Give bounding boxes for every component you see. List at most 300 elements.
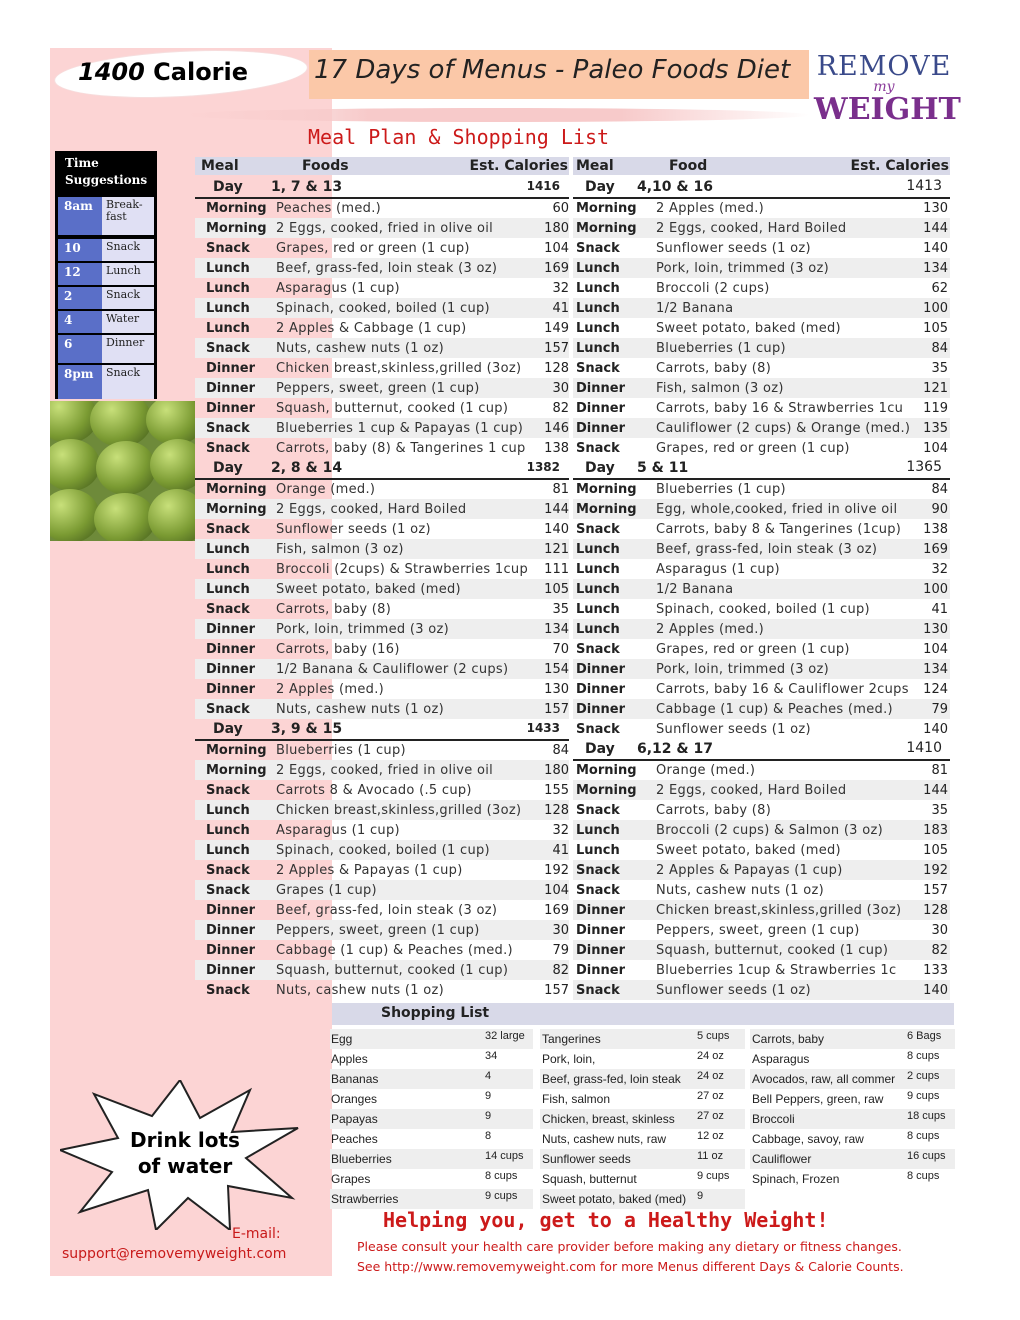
meal-type: Snack (206, 702, 250, 717)
page-title: 17 Days of Menus - Paleo Foods Diet (314, 55, 791, 85)
meal-type: Snack (206, 441, 250, 456)
calories: 140 (923, 983, 948, 998)
calories: 157 (923, 883, 948, 898)
meal-type: Dinner (206, 622, 255, 637)
time-cell: 4 (58, 311, 102, 333)
menu-row (195, 278, 569, 298)
menu-row (573, 699, 950, 719)
calories: 82 (552, 963, 569, 978)
calories: 30 (552, 923, 569, 938)
calorie-title: 1400 Calorie (78, 58, 249, 86)
day-total: 1365 (906, 459, 942, 475)
footer-website-note[interactable]: See http://www.removemyweight.com for more Menus different Days & Calorie Counts. (357, 1259, 904, 1274)
meal-type: Lunch (576, 622, 620, 637)
meal-type: Snack (576, 722, 620, 737)
meal-type: Snack (206, 863, 250, 878)
shopping-item: Grapes (331, 1172, 371, 1186)
calories: 130 (923, 622, 948, 637)
calories: 81 (552, 482, 569, 497)
meal-type: Lunch (206, 542, 250, 557)
shopping-quantity: 2 cups (907, 1070, 940, 1082)
meal-type: Morning (206, 221, 267, 236)
day-total: 1416 (526, 179, 560, 193)
water-reminder: Drink lots of water (130, 1128, 240, 1178)
menu-row (195, 198, 569, 218)
meal-type: Lunch (576, 301, 620, 316)
shopping-item: Cabbage, savoy, raw (752, 1132, 864, 1146)
food-item: Asparagus (1 cup) (276, 823, 400, 838)
food-item: Grapes (1 cup) (276, 883, 377, 898)
meal-type: Snack (576, 441, 620, 456)
meal-type: Dinner (206, 642, 255, 657)
menu-row (573, 980, 950, 1000)
day-header-row (195, 719, 569, 741)
shopping-quantity: 9 (485, 1110, 492, 1122)
calories: 157 (544, 702, 569, 717)
shopping-item: Tangerines (542, 1032, 601, 1046)
calories: 35 (931, 803, 948, 818)
food-item: Carrots 8 & Avocado (.5 cup) (276, 783, 472, 798)
food-item: 2 Eggs, cooked, fried in olive oil (276, 763, 494, 778)
calories: 35 (931, 361, 948, 376)
food-item: 1/2 Banana & Cauliflower (2 cups) (276, 662, 509, 677)
meal-type: Lunch (206, 582, 250, 597)
menu-row (573, 499, 950, 519)
food-item: Spinach, cooked, boiled (1 cup) (276, 301, 490, 316)
shopping-item: Sunflower seeds (542, 1152, 631, 1166)
menu-row (573, 418, 950, 438)
time-cell: 8am (58, 197, 102, 235)
menu-row (195, 599, 569, 619)
food-item: Asparagus (1 cup) (276, 281, 400, 296)
meal-type: Lunch (206, 823, 250, 838)
meal-type: Morning (576, 221, 637, 236)
menu-row (195, 318, 569, 338)
menu-row (195, 298, 569, 318)
calories: 32 (552, 281, 569, 296)
header-calories: Est. Calories (850, 158, 949, 174)
calories: 192 (923, 863, 948, 878)
menu-row (195, 619, 569, 639)
shopping-item: Apples (331, 1052, 368, 1066)
meal-type: Snack (206, 241, 250, 256)
calories: 138 (544, 441, 569, 456)
food-item: Carrots, baby 8 & Tangerines (1cup) (656, 522, 902, 537)
day-numbers: 1, 7 & 13 (271, 179, 343, 195)
food-item: Spinach, cooked, boiled (1 cup) (276, 843, 490, 858)
email-label: E-mail: (232, 1226, 281, 1242)
calories: 130 (544, 682, 569, 697)
food-item: Squash, butternut, cooked (1 cup) (276, 963, 509, 978)
time-row (58, 311, 154, 333)
calories: 70 (552, 642, 569, 657)
meal-type: Dinner (206, 401, 255, 416)
calories: 134 (923, 261, 948, 276)
meal-type: Snack (576, 803, 620, 818)
meal-type: Dinner (206, 381, 255, 396)
calories: 146 (544, 421, 569, 436)
meal-type: Morning (206, 743, 267, 758)
menu-row (195, 238, 569, 258)
menu-row (195, 980, 569, 1000)
food-item: Squash, butternut, cooked (1 cup) (656, 943, 889, 958)
food-item: Sweet potato, baked (med) (656, 843, 841, 858)
shopping-quantity: 24 oz (697, 1050, 724, 1062)
calories: 144 (923, 783, 948, 798)
calories: 79 (552, 943, 569, 958)
calories: 41 (552, 301, 569, 316)
header-meal: Meal (576, 158, 614, 174)
menu-row (195, 659, 569, 679)
food-item: Sunflower seeds (1 oz) (656, 722, 811, 737)
food-item: Cauliflower (2 cups) & Orange (med.) (656, 421, 911, 436)
time-row (58, 335, 154, 363)
food-item: Broccoli (2cups) & Strawberries 1cup (276, 562, 528, 577)
meal-type: Dinner (576, 943, 625, 958)
food-item: Blueberries 1 cup & Papayas (1 cup) (276, 421, 524, 436)
food-item: Peppers, sweet, green (1 cup) (276, 923, 480, 938)
calories: 32 (931, 562, 948, 577)
food-item: Nuts, cashew nuts (1 oz) (656, 883, 824, 898)
food-item: Pork, loin, trimmed (3 oz) (656, 662, 830, 677)
shopping-quantity: 4 (485, 1070, 492, 1082)
shopping-quantity: 34 (485, 1050, 498, 1062)
food-item: Cabbage (1 cup) & Peaches (med.) (276, 943, 513, 958)
food-item: Peppers, sweet, green (1 cup) (276, 381, 480, 396)
calories: 128 (544, 803, 569, 818)
day-label: Day (585, 460, 615, 476)
meal-type: Dinner (576, 682, 625, 697)
meal-type: Lunch (576, 843, 620, 858)
menu-row (573, 900, 950, 920)
day-header-row (195, 177, 569, 199)
menu-row (573, 719, 950, 739)
food-item: Carrots, baby (8) & Tangerines 1 cup (276, 441, 526, 456)
menu-row (573, 800, 950, 820)
meal-type: Dinner (576, 662, 625, 677)
food-item: Asparagus (1 cup) (656, 562, 780, 577)
food-item: Broccoli (2 cups) & Salmon (3 oz) (656, 823, 883, 838)
calories: 32 (552, 823, 569, 838)
menu-row (573, 860, 950, 880)
meal-type: Lunch (206, 261, 250, 276)
meal-type: Lunch (576, 602, 620, 617)
menu-row (195, 880, 569, 900)
column-header (195, 157, 569, 175)
menu-row (195, 699, 569, 719)
food-item: Peaches (med.) (276, 201, 382, 216)
calories: 30 (931, 923, 948, 938)
shopping-item: Strawberries (331, 1192, 399, 1206)
calories: 90 (931, 502, 948, 517)
meal-type: Dinner (576, 963, 625, 978)
meal-type: Lunch (206, 281, 250, 296)
time-row (58, 239, 154, 261)
meal-type: Dinner (576, 381, 625, 396)
menu-row (573, 198, 950, 218)
meal-type: Lunch (576, 261, 620, 276)
shopping-quantity: 27 oz (697, 1090, 724, 1102)
menu-row (573, 278, 950, 298)
calories: 149 (544, 321, 569, 336)
food-item: Beef, grass-fed, loin steak (3 oz) (656, 542, 878, 557)
day-total: 1413 (906, 178, 942, 194)
calories: 169 (544, 261, 569, 276)
food-item: Beef, grass-fed, loin steak (3 oz) (276, 261, 498, 276)
food-item: Egg, whole,cooked, fried in olive oil (656, 502, 898, 517)
menu-row (573, 679, 950, 699)
calories: 84 (931, 341, 948, 356)
shopping-item: Pork, loin, (542, 1052, 596, 1066)
meal-type: Snack (206, 602, 250, 617)
shopping-item: Fish, salmon (542, 1092, 611, 1106)
food-item: 1/2 Banana (656, 582, 734, 597)
calories: 82 (931, 943, 948, 958)
shopping-quantity: 6 Bags (907, 1030, 942, 1042)
shopping-item: Oranges (331, 1092, 378, 1106)
time-cell: 6 (58, 335, 102, 363)
calories: 140 (923, 722, 948, 737)
food-item: Carrots, baby 16 & Cauliflower 2cups (656, 682, 909, 697)
time-row (58, 197, 154, 235)
food-item: Chicken breast,skinless,grilled (3oz) (276, 361, 522, 376)
shopping-quantity: 9 cups (485, 1190, 518, 1202)
meal-type: Lunch (206, 301, 250, 316)
day-label: Day (213, 460, 243, 476)
meal-type: Snack (576, 883, 620, 898)
food-item: Grapes, red or green (1 cup) (276, 241, 470, 256)
calories: 130 (923, 201, 948, 216)
calories: 140 (923, 241, 948, 256)
footer-disclaimer: Please consult your health care provider before making any dietary or fitness changes. (357, 1239, 902, 1254)
shopping-item: Egg (331, 1032, 353, 1046)
meal-type: Snack (576, 361, 620, 376)
food-item: Sunflower seeds (1 oz) (276, 522, 431, 537)
email-link[interactable]: support@removemyweight.com (62, 1246, 287, 1262)
shopping-quantity: 8 cups (485, 1170, 518, 1182)
shopping-item: Blueberries (331, 1152, 392, 1166)
meal-type: Lunch (576, 341, 620, 356)
menu-row (195, 940, 569, 960)
food-item: Beef, grass-fed, loin steak (3 oz) (276, 903, 498, 918)
calories: 104 (923, 441, 948, 456)
shopping-quantity: 14 cups (485, 1150, 524, 1162)
meal-type: Morning (206, 502, 267, 517)
food-item: Fish, salmon (3 oz) (656, 381, 784, 396)
day-header-row (573, 177, 950, 199)
meal-type: Lunch (206, 562, 250, 577)
food-item: 2 Eggs, cooked, Hard Boiled (656, 221, 847, 236)
calories: 135 (923, 421, 948, 436)
menu-row (195, 900, 569, 920)
menu-row (195, 438, 569, 458)
shopping-item: Squash, butternut (542, 1172, 637, 1186)
time-suggestions-title: Time Suggestions (65, 156, 148, 187)
menu-row (195, 519, 569, 539)
meal-type: Lunch (206, 321, 250, 336)
menu-row (573, 840, 950, 860)
time-row (58, 365, 154, 399)
food-item: Nuts, cashew nuts (1 oz) (276, 702, 444, 717)
calories: 81 (931, 763, 948, 778)
activity-cell: Break- fast (102, 197, 154, 235)
shopping-item: Spinach, Frozen (752, 1172, 840, 1186)
meal-type: Morning (206, 201, 267, 216)
menu-row (573, 479, 950, 499)
meal-type: Morning (206, 763, 267, 778)
food-item: Sunflower seeds (1 oz) (656, 983, 811, 998)
calories: 140 (544, 522, 569, 537)
day-total: 1410 (906, 740, 942, 756)
food-item: Nuts, cashew nuts (1 oz) (276, 983, 444, 998)
menu-row (573, 218, 950, 238)
calories: 144 (923, 221, 948, 236)
day-numbers: 3, 9 & 15 (271, 721, 343, 737)
calories: 169 (923, 542, 948, 557)
shopping-item: Bell Peppers, green, raw (752, 1092, 884, 1106)
meal-type: Snack (206, 883, 250, 898)
calories: 82 (552, 401, 569, 416)
calories: 183 (923, 823, 948, 838)
calories: 133 (923, 963, 948, 978)
meal-type: Lunch (576, 281, 620, 296)
day-numbers: 4,10 & 16 (637, 179, 713, 195)
day-header-row (195, 458, 569, 480)
shopping-quantity: 8 cups (907, 1130, 940, 1142)
time-suggestions-panel (55, 151, 157, 399)
food-item: Squash, butternut, cooked (1 cup) (276, 401, 509, 416)
calories: 180 (544, 763, 569, 778)
column-header (573, 157, 950, 175)
calories: 155 (544, 783, 569, 798)
food-item: 1/2 Banana (656, 301, 734, 316)
menu-row (195, 960, 569, 980)
shopping-quantity: 9 cups (697, 1170, 730, 1182)
menu-row (573, 880, 950, 900)
day-total: 1382 (526, 460, 560, 474)
menu-row (573, 519, 950, 539)
meal-type: Dinner (576, 702, 625, 717)
menu-row (573, 559, 950, 579)
shopping-quantity: 9 (485, 1090, 492, 1102)
shopping-quantity: 16 cups (907, 1150, 946, 1162)
food-item: Grapes, red or green (1 cup) (656, 441, 850, 456)
menu-row (573, 358, 950, 378)
meal-type: Snack (206, 783, 250, 798)
calories: 128 (544, 361, 569, 376)
menu-row (573, 940, 950, 960)
calories: 104 (544, 241, 569, 256)
meal-type: Lunch (576, 542, 620, 557)
meal-type: Lunch (576, 562, 620, 577)
shopping-item: Carrots, baby (752, 1032, 825, 1046)
shopping-quantity: 12 oz (697, 1130, 724, 1142)
header-calories: Est. Calories (469, 158, 568, 174)
time-cell: 2 (58, 287, 102, 309)
food-item: Carrots, baby (8) (276, 602, 392, 617)
meal-type: Dinner (206, 682, 255, 697)
shopping-quantity: 18 cups (907, 1110, 946, 1122)
day-numbers: 5 & 11 (637, 460, 689, 476)
day-label: Day (213, 179, 243, 195)
shopping-list-title: Shopping List (381, 1005, 490, 1021)
food-item: 2 Eggs, cooked, Hard Boiled (656, 783, 847, 798)
shopping-item: Avocados, raw, all commer (752, 1072, 896, 1086)
calories: 105 (923, 843, 948, 858)
calories: 134 (544, 622, 569, 637)
food-item: 2 Apples & Papayas (1 cup) (656, 863, 843, 878)
meal-type: Dinner (206, 943, 255, 958)
shopping-quantity: 32 large (485, 1030, 525, 1042)
menu-row (573, 438, 950, 458)
meal-type: Lunch (206, 843, 250, 858)
shopping-item: Bananas (331, 1072, 379, 1086)
food-item: Blueberries 1cup & Strawberries 1c (656, 963, 897, 978)
day-total: 1433 (526, 721, 560, 735)
meal-type: Dinner (206, 662, 255, 677)
calories: 128 (923, 903, 948, 918)
calories: 157 (544, 983, 569, 998)
meal-type: Dinner (576, 923, 625, 938)
calories: 111 (544, 562, 569, 577)
menu-row (195, 800, 569, 820)
food-item: Cabbage (1 cup) & Peaches (med.) (656, 702, 893, 717)
shopping-item: Chicken, breast, skinless (542, 1112, 675, 1126)
calories: 144 (544, 502, 569, 517)
food-item: 2 Apples (med.) (656, 622, 765, 637)
menu-row (195, 639, 569, 659)
menu-row (573, 599, 950, 619)
meal-type: Dinner (206, 903, 255, 918)
menu-row (195, 780, 569, 800)
food-item: 2 Eggs, cooked, fried in olive oil (276, 221, 494, 236)
food-item: Blueberries (1 cup) (656, 482, 786, 497)
shopping-item: Broccoli (752, 1112, 795, 1126)
shopping-quantity: 24 oz (697, 1070, 724, 1082)
shopping-item: Asparagus (752, 1052, 810, 1066)
activity-cell: Dinner (102, 335, 154, 363)
calories: 41 (552, 843, 569, 858)
meal-type: Snack (206, 522, 250, 537)
calories: 121 (923, 381, 948, 396)
day-label: Day (585, 741, 615, 757)
page-subtitle: Meal Plan & Shopping List (308, 125, 610, 149)
meal-type: Dinner (576, 421, 625, 436)
shopping-item: Cauliflower (752, 1152, 812, 1166)
calories: 134 (923, 662, 948, 677)
food-item: Chicken breast,skinless,grilled (3oz) (656, 903, 902, 918)
calories: 104 (544, 883, 569, 898)
food-item: 2 Eggs, cooked, Hard Boiled (276, 502, 467, 517)
meal-type: Snack (576, 983, 620, 998)
time-cell: 10 (58, 239, 102, 261)
menu-row (195, 559, 569, 579)
header-foods: Foods (302, 158, 349, 174)
menu-row (573, 920, 950, 940)
time-row (58, 287, 154, 309)
time-row (58, 263, 154, 285)
meal-type: Lunch (576, 321, 620, 336)
calories: 124 (923, 682, 948, 697)
shopping-quantity: 8 cups (907, 1050, 940, 1062)
menu-row (195, 760, 569, 780)
food-item: Pork, loin, trimmed (3 oz) (276, 622, 450, 637)
menu-row (195, 358, 569, 378)
food-item: Orange (med.) (656, 763, 756, 778)
menu-row (573, 780, 950, 800)
menu-row (573, 579, 950, 599)
shopping-quantity: 11 oz (697, 1150, 724, 1162)
